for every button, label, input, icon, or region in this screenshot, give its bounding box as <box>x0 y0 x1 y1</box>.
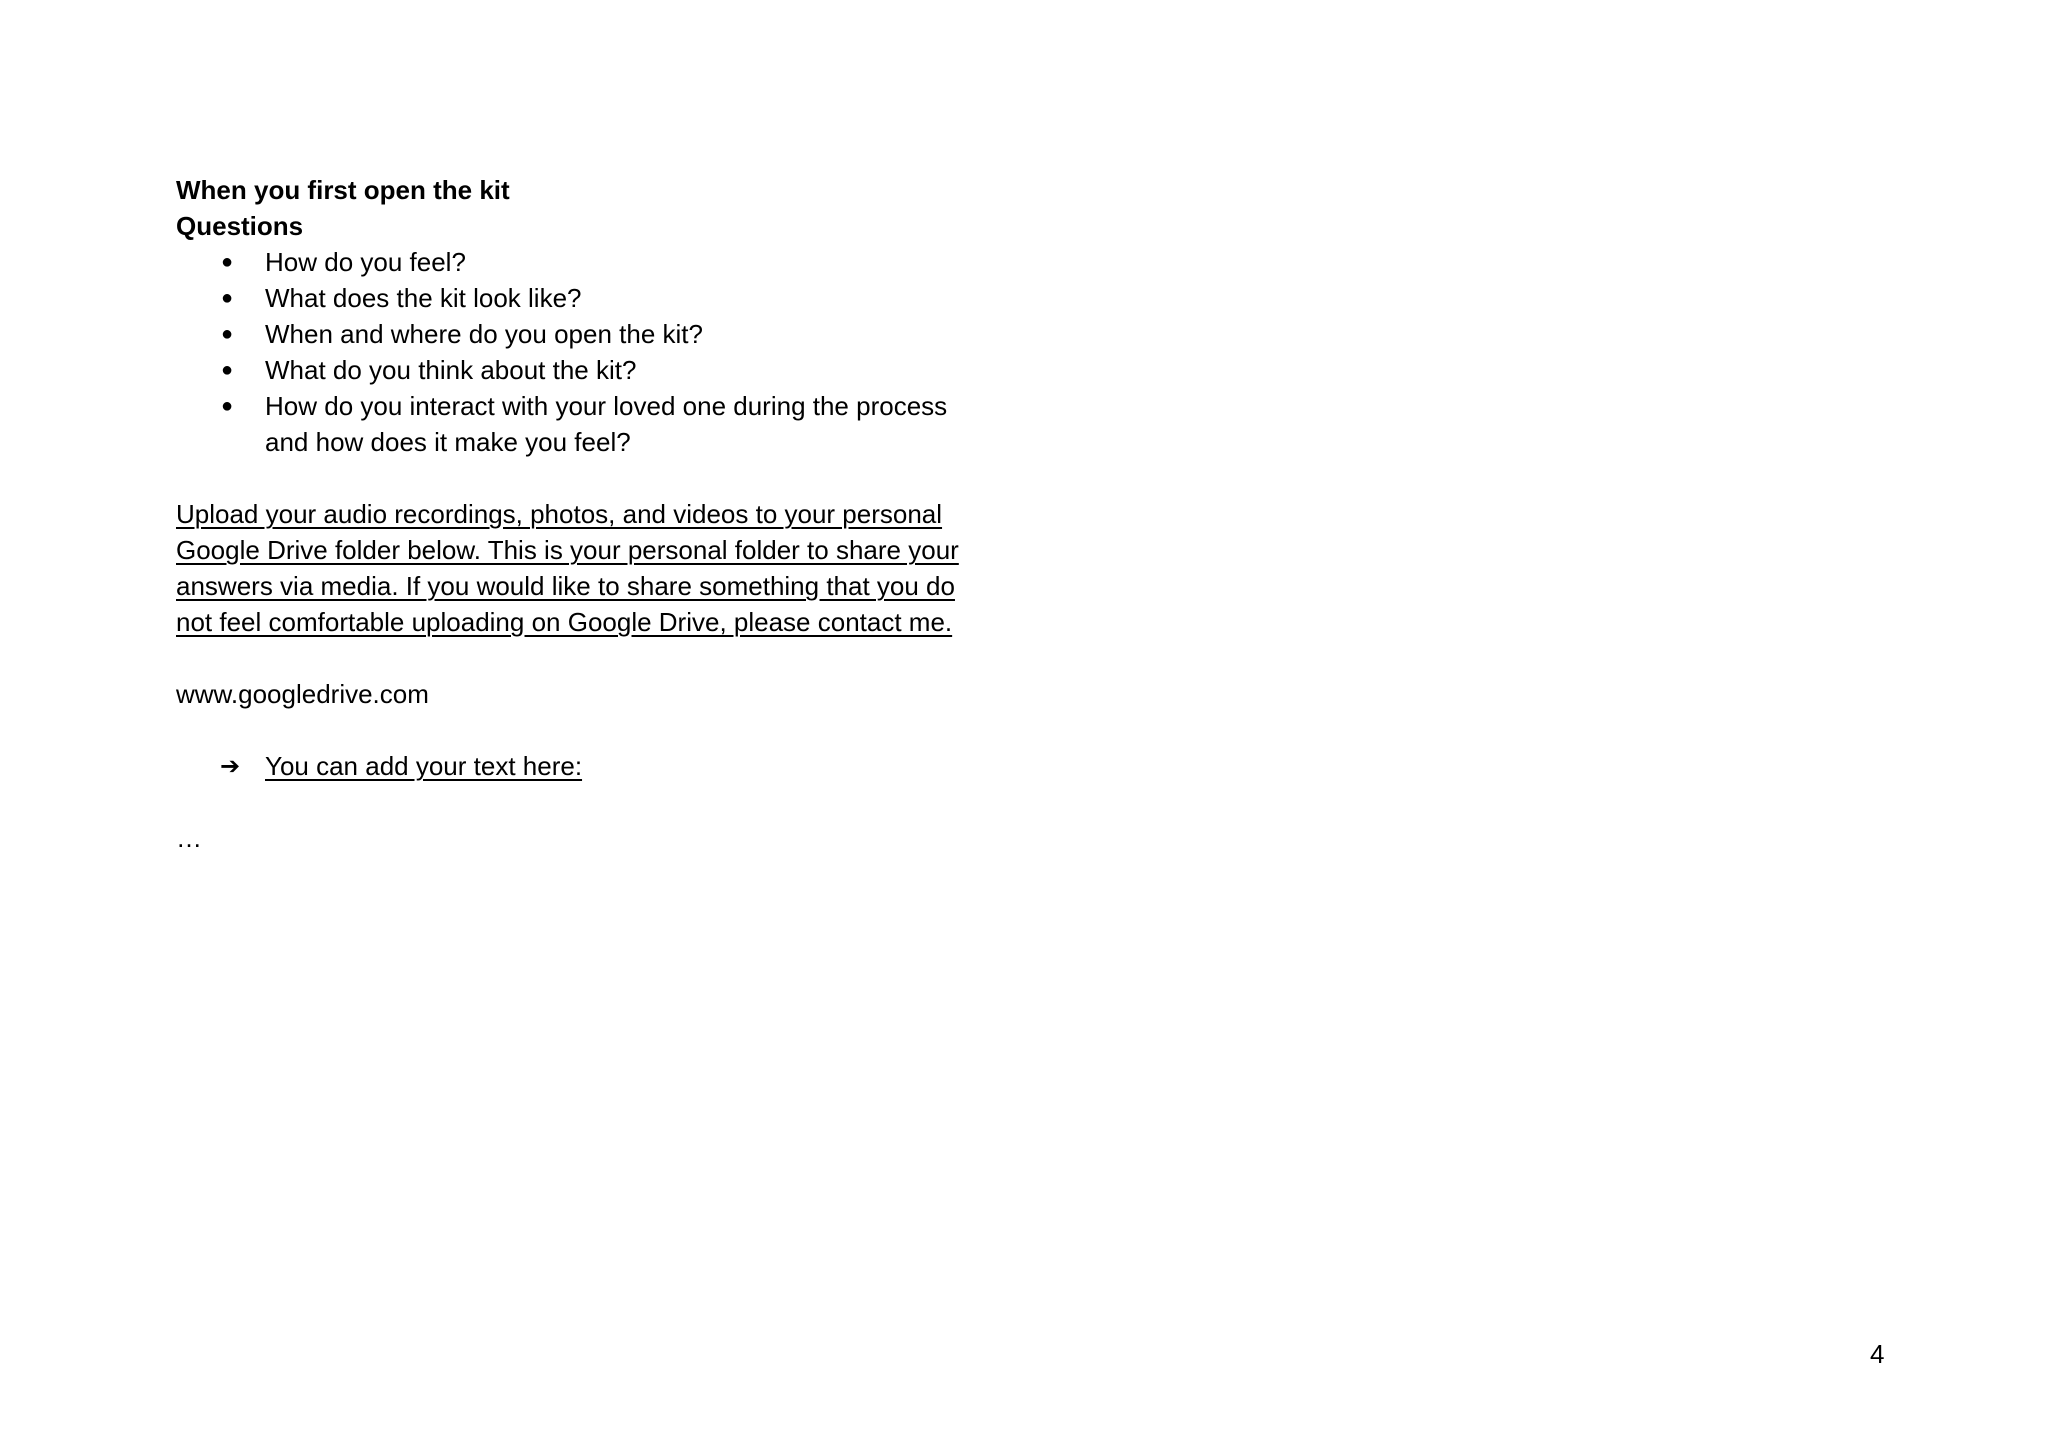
section-title: When you first open the kit <box>176 175 510 205</box>
list-item <box>176 316 996 352</box>
question-text: How do you interact with your loved one during the process and how does it make you feel? <box>265 391 948 457</box>
page-number: 4 <box>1870 1339 1885 1369</box>
drive-link[interactable]: www.googledrive.com <box>176 679 429 709</box>
ellipsis-text: … <box>176 823 202 853</box>
bullet-icon: ● <box>221 287 234 309</box>
questions-list <box>176 244 996 460</box>
list-item <box>176 280 996 316</box>
bullet-icon: ● <box>221 323 234 345</box>
spacer <box>176 784 996 820</box>
list-item <box>176 388 996 460</box>
spacer <box>176 460 996 496</box>
upload-instructions: Upload your audio recordings, photos, and videos to your personal Google Drive folder below. This is your personal folder to share your answers via media. If you would like to share something that you do not feel comfortable uploading on Google Drive, please contact me. <box>176 499 959 637</box>
arrow-right-icon: ➔ <box>220 752 241 780</box>
question-text: What does the kit look like? <box>265 283 582 313</box>
questions-heading: Questions <box>176 211 304 241</box>
bullet-icon: ● <box>221 359 234 381</box>
bullet-icon: ● <box>221 395 234 417</box>
spacer <box>176 712 996 748</box>
spacer <box>176 640 996 676</box>
bullet-icon: ● <box>221 251 234 273</box>
add-text-row <box>176 748 996 784</box>
question-text: How do you feel? <box>265 247 466 277</box>
document-body <box>176 172 996 856</box>
list-item <box>176 352 996 388</box>
question-text: When and where do you open the kit? <box>265 319 703 349</box>
question-text: What do you think about the kit? <box>265 355 637 385</box>
list-item <box>176 244 996 280</box>
add-text-prompt[interactable]: You can add your text here: <box>265 751 583 781</box>
